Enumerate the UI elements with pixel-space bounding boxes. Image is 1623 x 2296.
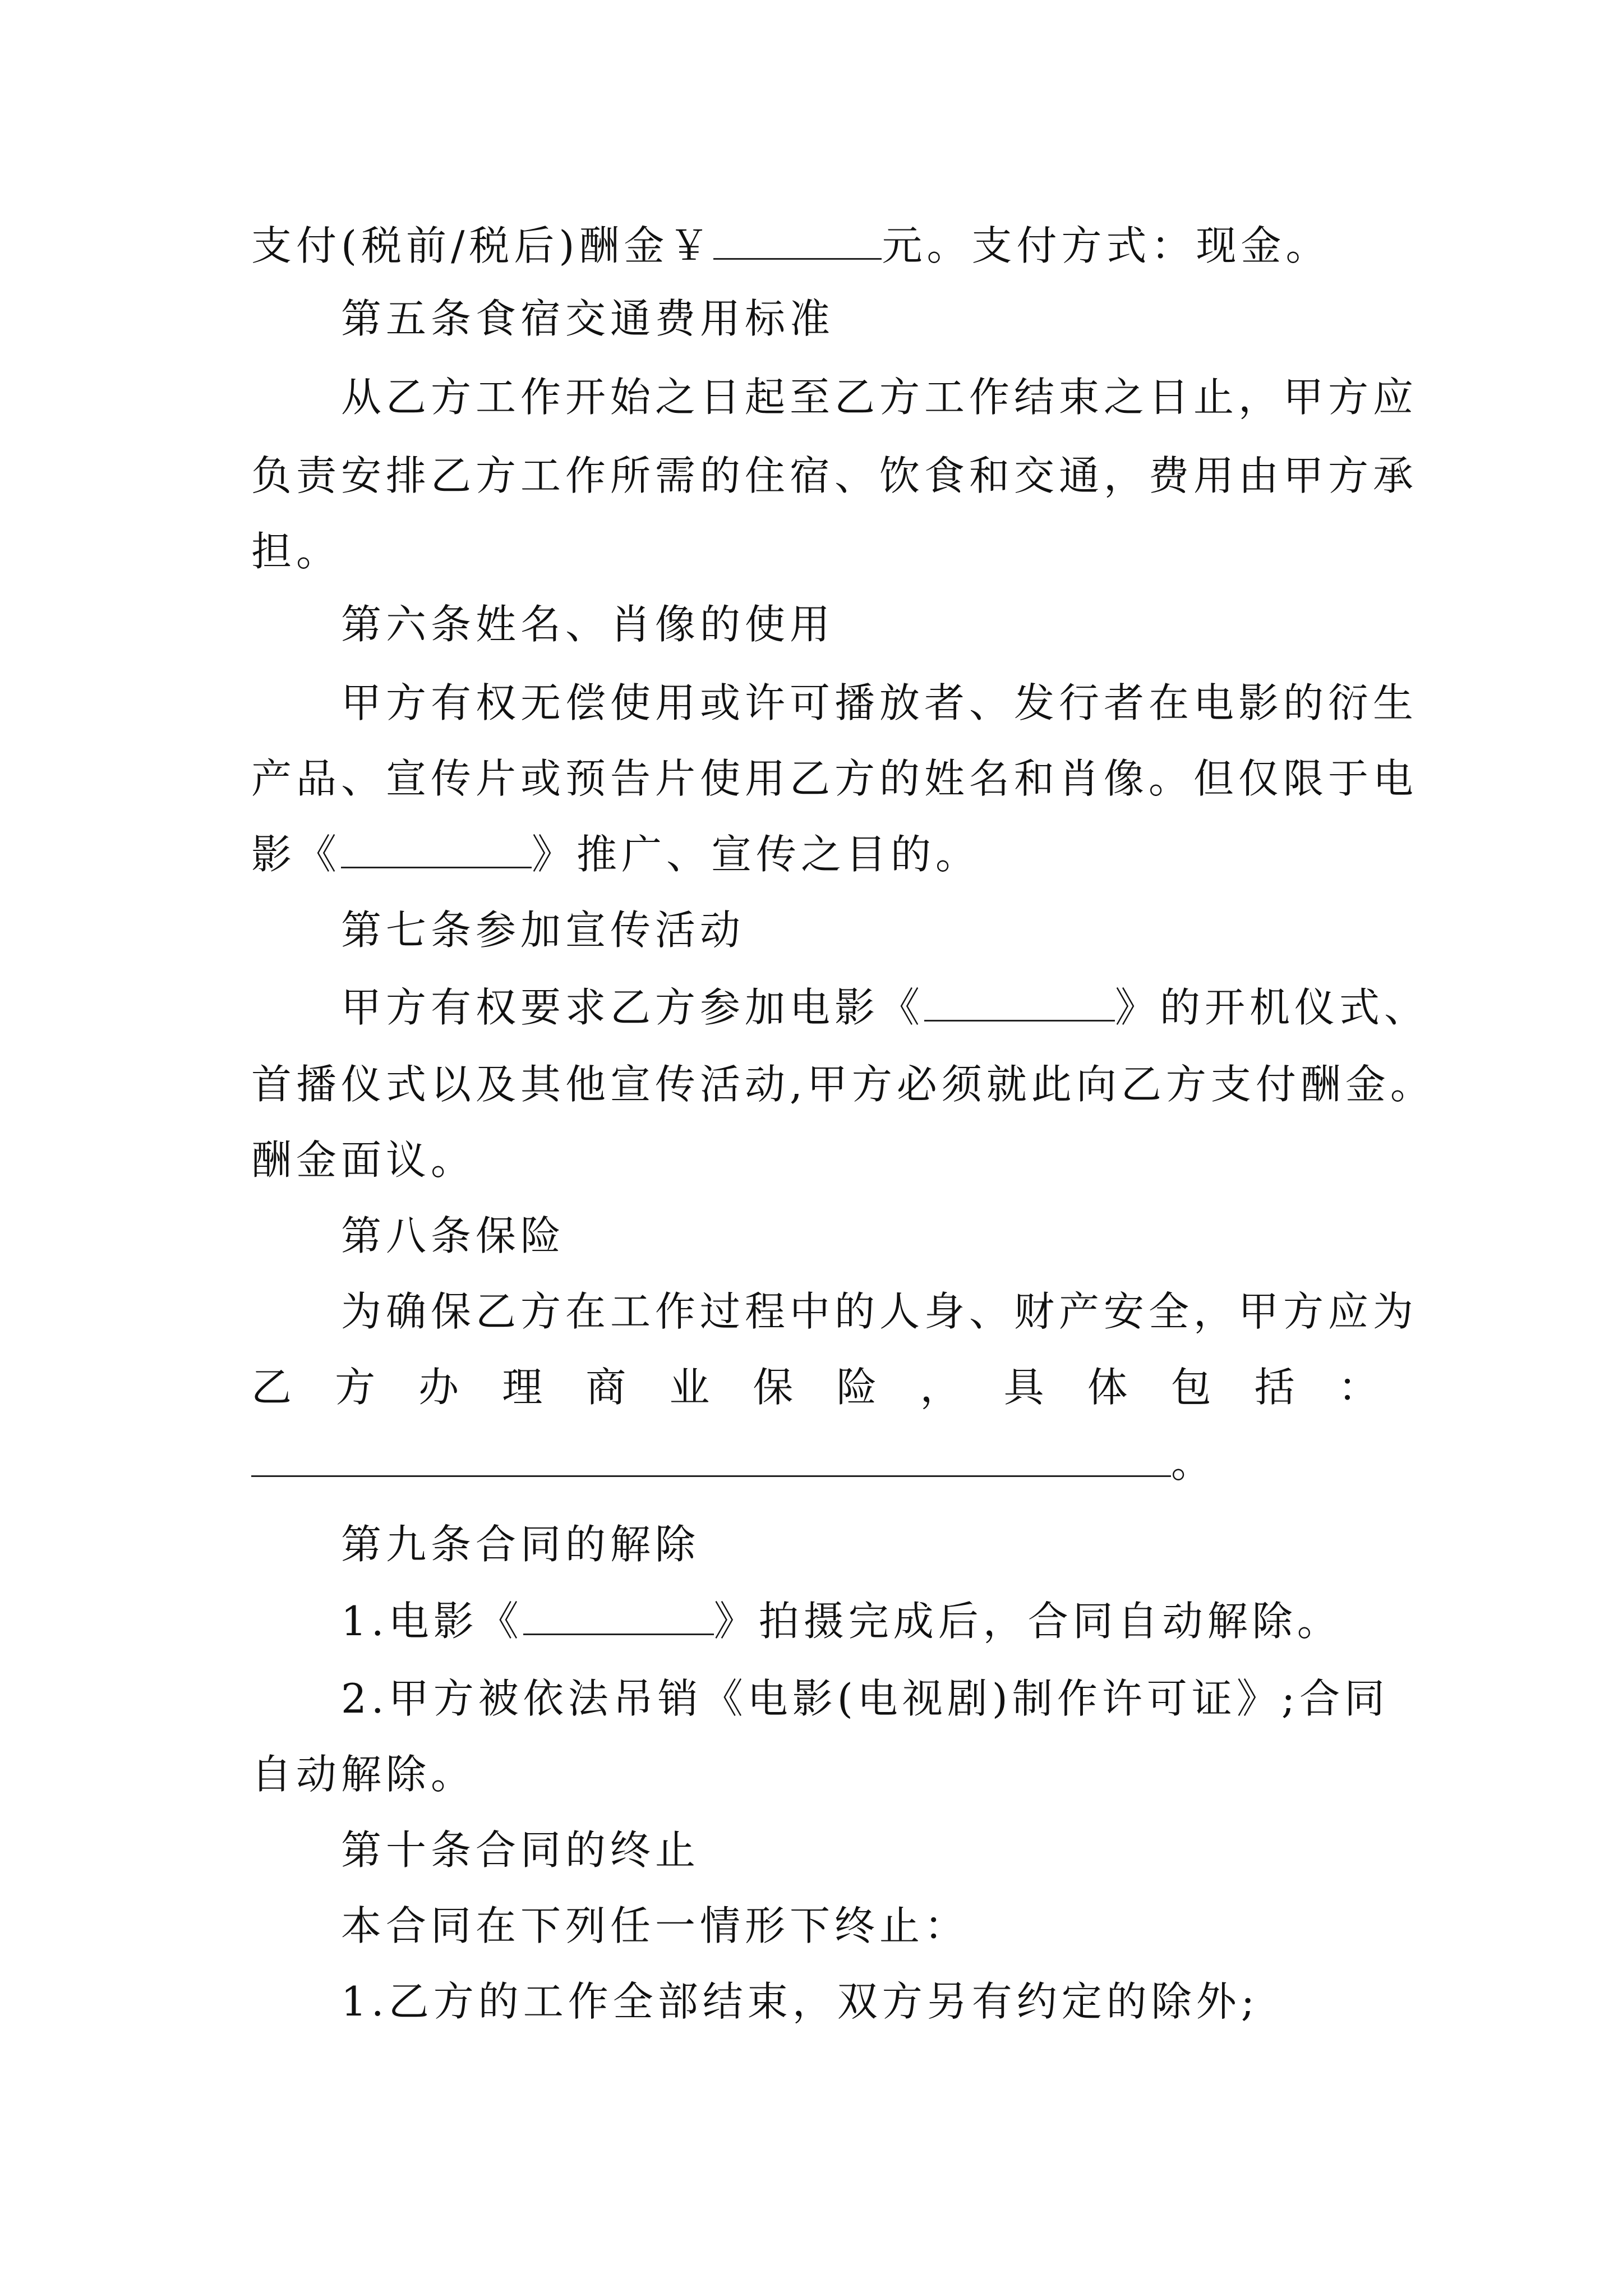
spread-char: 保 bbox=[753, 1364, 794, 1411]
article-7-line-1-start: 甲方有权要求乙方参加电影《 bbox=[341, 984, 925, 1031]
article-9-item-2-line-1: 2.甲方被依法吊销《电影(电视剧)制作许可证》;合同 bbox=[341, 1675, 1390, 1722]
amount-blank bbox=[713, 219, 882, 260]
article-6-line-3-start: 影《 bbox=[251, 831, 342, 878]
spread-char: 险 bbox=[836, 1364, 877, 1411]
article-6-para-line-1: 甲方有权无偿使用或许可播放者、发行者在电影的衍生 bbox=[341, 679, 1418, 726]
spread-char: 乙 bbox=[251, 1364, 292, 1411]
article-10-item-1: 1.乙方的工作全部结束，双方另有约定的除外; bbox=[341, 1978, 1259, 2025]
article-8-para-line-3 bbox=[251, 1436, 1216, 1490]
article-5-para-line-2: 负责安排乙方工作所需的住宿、饮食和交通，费用由甲方承 bbox=[251, 452, 1418, 499]
spread-char: 括 bbox=[1254, 1364, 1295, 1411]
article-6-para-line-2: 产品、宣传片或预告片使用乙方的姓名和肖像。但仅限于电 bbox=[251, 755, 1418, 802]
article-5-title: 第五条食宿交通费用标准 bbox=[341, 295, 835, 342]
payment-text-end: 元。支付方式：现金。 bbox=[882, 222, 1331, 269]
spread-char: 包 bbox=[1170, 1364, 1211, 1411]
insurance-details-blank bbox=[251, 1436, 1171, 1477]
payment-text-start: 支付(税前/税后)酬金￥ bbox=[251, 222, 714, 269]
article-7-para-line-1 bbox=[341, 981, 1429, 1034]
article-7-line-1-end: 》的开机仪式、 bbox=[1115, 984, 1430, 1031]
article-9-item-1 bbox=[341, 1594, 1342, 1648]
article-7-title: 第七条参加宣传活动 bbox=[341, 907, 745, 954]
spread-char: 办 bbox=[418, 1364, 459, 1411]
film-title-blank bbox=[523, 1594, 714, 1635]
article-9-title: 第九条合同的解除 bbox=[341, 1521, 700, 1568]
film-title-blank bbox=[924, 981, 1115, 1022]
article-6-para-line-3 bbox=[251, 827, 980, 881]
article-8-line-3-end: 。 bbox=[1171, 1439, 1216, 1487]
spread-char: 理 bbox=[502, 1364, 543, 1411]
spread-char: ， bbox=[920, 1364, 961, 1411]
spread-char: 业 bbox=[669, 1364, 710, 1411]
article-9-item-2-line-2: 自动解除。 bbox=[251, 1751, 476, 1798]
article-9-item-1-end: 》拍摄完成后，合同自动解除。 bbox=[713, 1598, 1342, 1645]
article-6-title: 第六条姓名、肖像的使用 bbox=[341, 601, 835, 648]
article-10-para: 本合同在下列任一情形下终止： bbox=[341, 1902, 970, 1949]
spread-char: 商 bbox=[585, 1364, 626, 1411]
article-7-para-line-3: 酬金面议。 bbox=[251, 1137, 476, 1184]
article-5-para-line-1: 从乙方工作开始之日起至乙方工作结束之日止，甲方应 bbox=[341, 374, 1418, 421]
article-9-item-1-start: 1.电影《 bbox=[341, 1598, 523, 1645]
film-title-blank bbox=[341, 827, 532, 868]
payment-line bbox=[251, 219, 1330, 273]
spread-char: 方 bbox=[335, 1364, 376, 1411]
article-6-line-3-end: 》推广、宣传之目的。 bbox=[532, 831, 981, 878]
spread-char: ： bbox=[1338, 1364, 1378, 1411]
article-8-title: 第八条保险 bbox=[341, 1212, 566, 1259]
article-5-para-line-3: 担。 bbox=[251, 528, 342, 575]
article-8-para-line-2 bbox=[251, 1360, 1378, 1414]
spread-char: 体 bbox=[1087, 1364, 1128, 1411]
article-10-title: 第十条合同的终止 bbox=[341, 1826, 700, 1874]
article-7-para-line-2: 首播仪式以及其他宣传活动,甲方必须就此向乙方支付酬金。 bbox=[251, 1061, 1435, 1108]
spread-char: 具 bbox=[1003, 1364, 1044, 1411]
article-8-para-line-1: 为确保乙方在工作过程中的人身、财产安全，甲方应为 bbox=[341, 1288, 1418, 1335]
